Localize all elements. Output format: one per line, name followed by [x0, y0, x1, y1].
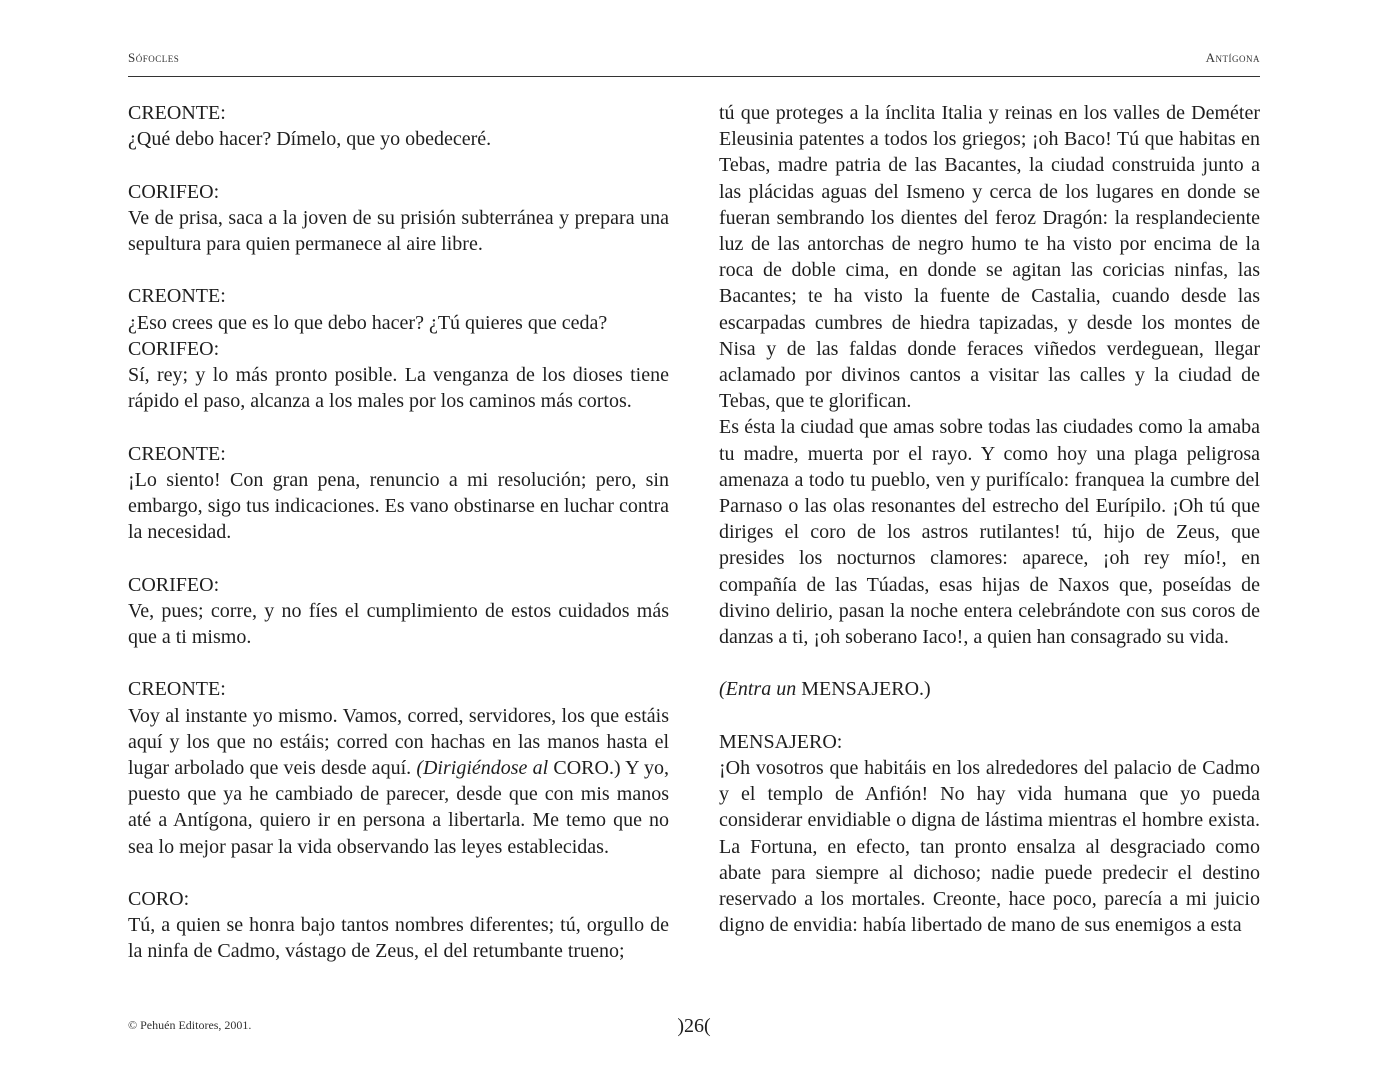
stage-entrance	[719, 676, 1260, 702]
speech-text: Sí, rey; y lo más pronto posible. La venganza de los dioses tiene rápido el paso, alcanza a los males por los caminos más cortos.	[128, 364, 669, 413]
paragraph-gap	[719, 703, 1260, 729]
paragraph-gap	[128, 257, 669, 283]
speaker-label: CORIFEO:	[128, 573, 220, 596]
speaker-label: CORIFEO:	[128, 180, 220, 203]
paragraph-gap	[719, 650, 1260, 676]
page-number: )26(	[677, 1015, 711, 1037]
speech-text: ¡Oh vosotros que habitáis en los alrededores del palacio de Cadmo y el templo de Anfión! No hay vida humana que yo pueda considerar envidiable o digna de lástima mientras el hombre exista. La Fortuna, en efecto, tan pronto ensalza al desgraciado como abate para siempre al dichoso; nadie puede predecir el destino reservado a los mortales. Creonte, hace poco, parecía a mi juicio digno de envidia: había libertado de mano de sus enemigos a esta	[719, 757, 1260, 937]
speech-text: ¿Qué debo hacer? Dímelo, que yo obedeceré.	[128, 128, 492, 151]
stage-character: CORO.	[553, 757, 614, 779]
stage-direction: (Dirigiéndose al	[416, 757, 549, 779]
speech-text: ¿Eso crees que es lo que debo hacer? ¿Tú quieres que ceda?	[128, 311, 608, 334]
speech-text: Ve de prisa, saca a la joven de su prisión subterránea y prepara una sepultura para quien permanece al aire libre.	[128, 206, 669, 255]
speaker-label: CREONTE:	[128, 102, 226, 124]
paragraph-gap	[128, 650, 669, 676]
right-column	[719, 100, 1260, 938]
header-author: Sófocles	[128, 50, 180, 65]
header-title: Antígona	[1205, 50, 1260, 65]
stage-character: MENSAJERO.	[801, 678, 925, 701]
paragraph-gap	[128, 545, 669, 571]
speech-text: Tú, a quien se honra bajo tantos nombres diferentes; tú, orgullo de la ninfa de Cadmo, vástago de Zeus, el del retumbante trueno;	[128, 914, 669, 963]
footer-copyright: © Pehuén Editores, 2001.	[128, 1018, 252, 1032]
stage-direction-close: )	[924, 678, 931, 701]
speaker-label: CREONTE:	[128, 442, 226, 465]
speech-text: Es ésta la ciudad que amas sobre todas las ciudades como la amaba tu madre, muerta por el rayo. Y como hoy una plaga peligrosa amenaza a todo tu pueblo, ven y purifícalo: franquea la cumbre del Parnaso o las olas resonantes del estrecho del Eurípilo. ¡Oh tú que diriges el coro de los astros rutilantes! tú, hijo de Zeus, que presides los nocturnos clamores: aparece, ¡oh rey mío!, en compañía de las Túadas, esas hijas de Naxos que, poseídas de divino delirio, pasan la noche entera celebrándote con sus coros de danzas a ti, ¡oh soberano Iaco!, a quien han consagrado su vida.	[719, 416, 1260, 649]
header-rule	[128, 76, 1260, 77]
stage-direction: (Entra un	[719, 678, 797, 701]
speech-text: tú que proteges a la ínclita Italia y reinas en los valles de Deméter Eleusinia patentes a todos los griegos; ¡oh Baco! Tú que habitas en Tebas, madre patria de las Bacantes, la ciudad construida junto a las plácidas aguas del Ismeno y cerca de los lugares en donde se fueran sembrando los dientes del feroz Dragón: la resplandeciente luz de las antorchas de negro humo te ha visto por encima de la roca de doble cima, en donde se agitan las coricias ninfas, las Bacantes; te ha visto la fuente de Castalia, cuando desde las escarpadas cumbres de hiedra tapizadas, y desde los montes de Nisa y de las faldas donde feraces viñedos verdeguean, llegar aclamado por divinos cantos a visitar las calles y la ciudad de Tebas, que te glorifican.	[719, 102, 1260, 413]
speech-text-part: Y yo, puesto que ya he cambiado de parecer, desde que con mis manos até a Antígona, quiero ir en persona a libertarla. Me temo que no sea lo mejor pasar la vida observando las leyes establecidas.	[128, 757, 669, 858]
speech-text: Ve, pues; corre, y no fíes el cumplimiento de estos cuidados más que a ti mismo.	[128, 599, 669, 648]
running-head	[128, 50, 1260, 66]
speaker-label: CREONTE:	[128, 678, 226, 701]
speech-text	[128, 703, 669, 860]
speech-text-part: Voy al instante yo mismo. Vamos, corred, servidores, los que estáis aquí y los que no estáis; corred con hachas en las manos hasta el lugar arbolado que veis desde aquí.	[128, 704, 669, 779]
speaker-label: CORIFEO:	[128, 337, 220, 360]
speech-text: ¡Lo siento! Con gran pena, renuncio a mi resolución; pero, sin embargo, sigo tus indicaciones. Es vano obstinarse en luchar contra la necesidad.	[128, 468, 669, 544]
speaker-label: CORO:	[128, 888, 190, 910]
paragraph-gap	[128, 414, 669, 440]
paragraph-gap	[128, 860, 669, 886]
left-column	[128, 100, 669, 965]
speaker-label: CREONTE:	[128, 285, 226, 308]
paragraph-gap	[128, 152, 669, 178]
speaker-label: MENSAJERO:	[719, 730, 843, 753]
stage-direction-close: )	[613, 757, 621, 779]
